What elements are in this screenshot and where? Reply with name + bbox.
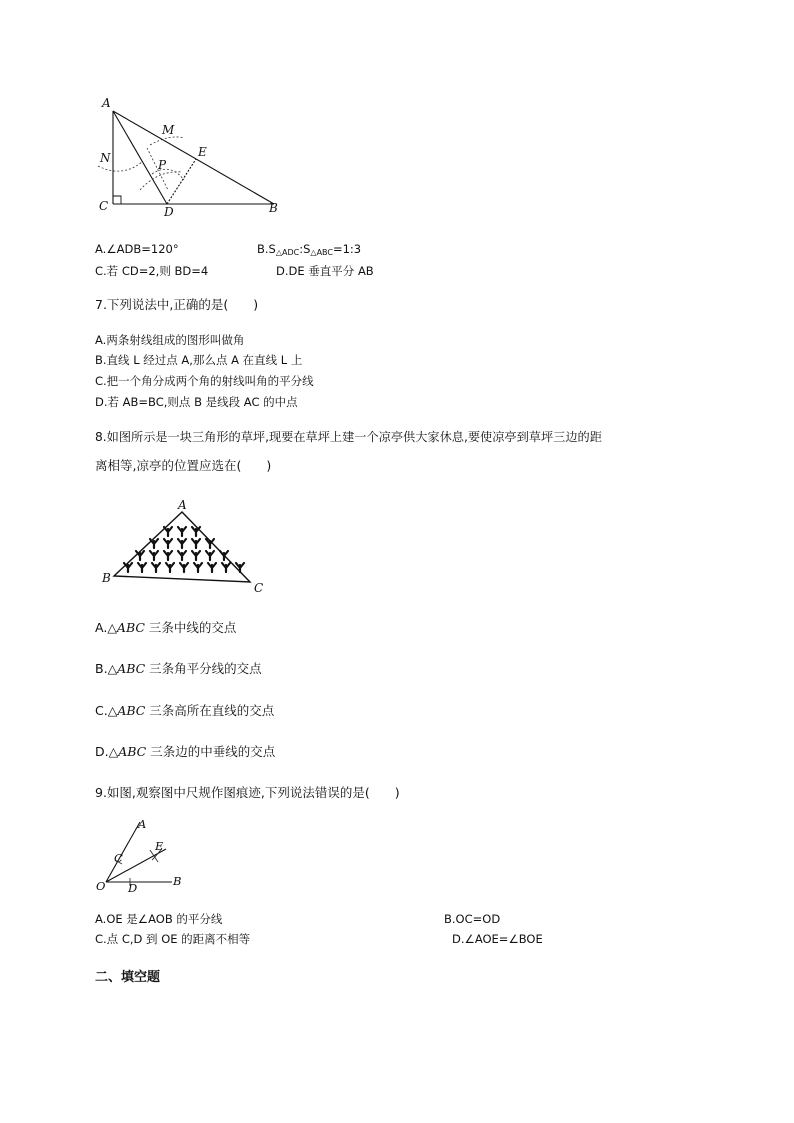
q7-stem: 7.下列说法中,正确的是( ) <box>95 297 259 312</box>
figure-angle-bisector <box>92 812 202 894</box>
grass-tuft <box>222 563 230 572</box>
q8-option-a: A.△ABC 三条中线的交点 <box>95 620 237 635</box>
q7-option-c: C.把一个角分成两个角的射线叫角的平分线 <box>95 374 314 388</box>
q7-option-d: D.若 AB=BC,则点 B 是线段 AC 的中点 <box>95 395 298 409</box>
q7-option-a: A.两条射线组成的图形叫做角 <box>95 333 245 347</box>
lawn-label-A: A <box>178 498 187 512</box>
grass-tuft <box>136 551 144 560</box>
q9-option-d: D.∠AOE=∠BOE <box>452 932 543 946</box>
grass-tuft <box>150 551 158 560</box>
q8-option-c: C.△ABC 三条高所在直线的交点 <box>95 703 275 718</box>
figure-triangle-construction <box>92 90 292 220</box>
label-M: M <box>162 123 175 137</box>
label-P: P <box>158 158 167 172</box>
grass-tuft <box>178 527 186 536</box>
angle-label-A: A <box>138 817 147 831</box>
q9-option-c: C.点 C,D 到 OE 的距离不相等 <box>95 932 251 946</box>
label-D: D <box>164 205 174 219</box>
grass-tuft <box>166 563 174 572</box>
q7-option-b: B.直线 L 经过点 A,那么点 A 在直线 L 上 <box>95 353 303 367</box>
grass-tuft <box>206 551 214 560</box>
grass-tuft <box>192 551 200 560</box>
q6-option-c: C.若 CD=2,则 BD=4 <box>95 264 209 278</box>
q9-option-b: B.OC=OD <box>444 912 501 926</box>
q8-stem-line1: 8.如图所示是一块三角形的草坪,现要在草坪上建一个凉亭供大家休息,要使凉亭到草坪三边的距 <box>95 430 602 444</box>
section-title: 二、填空题 <box>95 970 161 985</box>
grass-tuft <box>124 563 132 572</box>
label-B: B <box>269 201 278 215</box>
grass-tuft <box>150 539 158 548</box>
grass-tuft <box>164 527 172 536</box>
angle-label-E: E <box>155 839 164 853</box>
q9-option-a: A.OE 是∠AOB 的平分线 <box>95 912 223 926</box>
q8-stem-line2: 离相等,凉亭的位置应选在( ) <box>95 458 272 473</box>
lawn-label-C: C <box>254 581 264 595</box>
grass-tuft <box>138 563 146 572</box>
q9-stem: 9.如图,观察图中尺规作图痕迹,下列说法错误的是( ) <box>95 785 400 800</box>
grass-tuft <box>178 551 186 560</box>
grass-tuft <box>164 551 172 560</box>
q6-option-b: B.S△ADC:S△ABC=1:3 <box>257 242 362 257</box>
grass-tuft <box>208 563 216 572</box>
q6-option-a: A.∠ADB=120° <box>95 242 179 256</box>
label-C: C <box>99 199 109 213</box>
grass-tuft <box>192 539 200 548</box>
grass-tuft <box>164 539 172 548</box>
grass-tuft <box>180 563 188 572</box>
grass-tuft <box>178 539 186 548</box>
figure-lawn-triangle <box>98 496 268 596</box>
label-E: E <box>198 145 207 159</box>
q6-option-d: D.DE 垂直平分 AB <box>276 264 374 278</box>
grass-tuft <box>194 563 202 572</box>
grass-tuft <box>152 563 160 572</box>
angle-label-D: D <box>128 881 138 894</box>
label-A: A <box>102 96 111 110</box>
grass-tuft <box>192 527 200 536</box>
label-N: N <box>100 151 111 165</box>
angle-label-B: B <box>173 874 182 888</box>
q8-option-b: B.△ABC 三条角平分线的交点 <box>95 661 262 676</box>
q8-option-d: D.△ABC 三条边的中垂线的交点 <box>95 744 276 759</box>
grass-tuft <box>236 563 244 572</box>
angle-label-O: O <box>96 879 106 893</box>
angle-label-C: C <box>114 851 123 865</box>
lawn-label-B: B <box>102 571 111 585</box>
